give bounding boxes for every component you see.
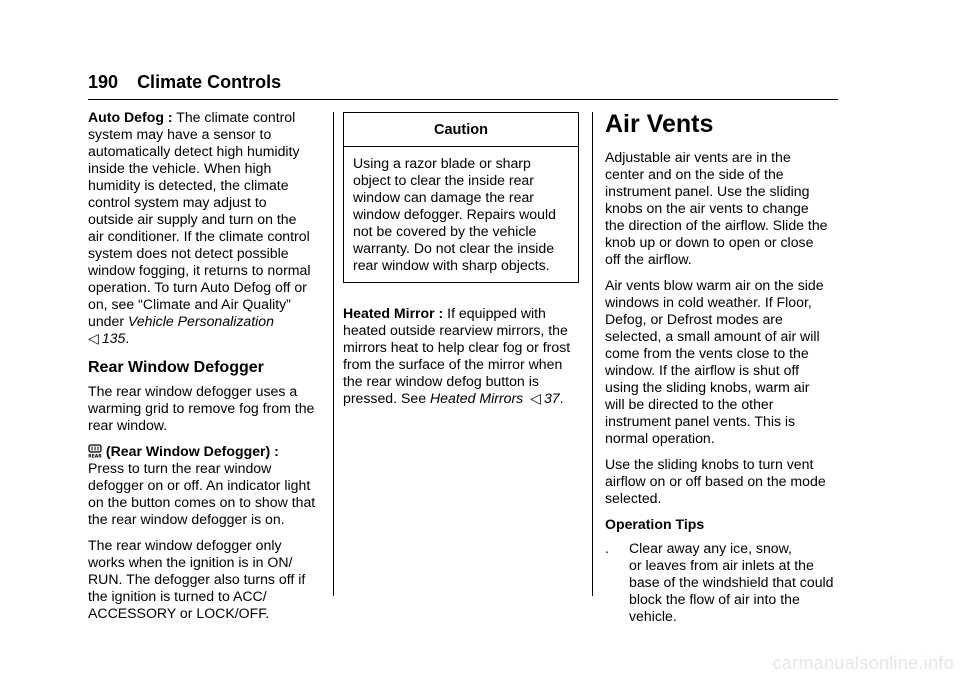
text-line: windows in cold weather. If Floor, (605, 294, 812, 310)
text-line: control system may adjust to (88, 194, 267, 210)
rear-window-defogger-heading: Rear Window Defogger (88, 359, 264, 376)
text-line: vehicle. (629, 608, 677, 624)
triangle-ref-icon: ◁ (88, 330, 99, 346)
text-line: window. If the airflow is shut off (605, 362, 800, 378)
page-ref-135[interactable]: 135 (101, 330, 126, 346)
text-line: object to clear the inside rear (353, 172, 534, 188)
text-line: Clear away any ice, snow, (629, 540, 792, 556)
air-vents-paragraph-2 (605, 277, 841, 447)
page-number: 190 (88, 72, 119, 92)
rear-intro-paragraph (88, 383, 326, 434)
text-line: pressed. See (343, 390, 427, 406)
text-line: normal operation. (605, 430, 715, 446)
text-line: system does not detect possible (88, 245, 289, 261)
text-line: will be directed to the other (605, 396, 774, 412)
watermark: carmanualsonline.info (772, 653, 954, 673)
text-line: The rear window defogger only (88, 537, 282, 553)
operation-tips-heading (605, 516, 841, 533)
page-header (88, 72, 281, 93)
text-line: come from the vents close to the (605, 345, 809, 361)
text-line: warranty. Do not clear the inside (353, 240, 555, 256)
text-line: instrument panel vents. This is (605, 413, 796, 429)
text-line: knob up or down to open or close (605, 234, 814, 250)
text-line: The rear window defogger uses a (88, 383, 298, 399)
air-vents-paragraph-1 (605, 149, 841, 268)
bullet-marker: . (605, 540, 609, 556)
text-line: inside the vehicle. When high (88, 160, 272, 176)
text-line: operation. To turn Auto Defog off or (88, 279, 307, 295)
text-line: window fogging, it returns to normal (88, 262, 311, 278)
air-vents-heading: Air Vents (605, 110, 714, 138)
text-line: on the button comes on to show that (88, 494, 316, 510)
text-line: the rear window defogger is on. (88, 511, 285, 527)
text-line: Use the sliding knobs to turn vent (605, 456, 814, 472)
text-line: base of the windshield that could (629, 574, 834, 590)
text-line: window defogger. Repairs would (353, 206, 556, 222)
page-ref-37[interactable]: 37 (543, 390, 560, 406)
text-line: airflow on or off based on the mode (605, 473, 826, 489)
text-line: window can damage the rear (353, 189, 534, 205)
text-line: RUN. The defogger also turns off if (88, 571, 306, 587)
text-line: heated outside rearview mirrors, the (343, 322, 568, 338)
auto-defog-paragraph: Auto Defog : The climate control system may have a sensor to automatically detect high humidity inside the vehicle. When high humidity is detected, the climate control system may adjust to outside air supply and turn on the air conditioner. If the climate control system does not detect possible window fogging, it returns to normal operation. To turn Auto Defog off or on, see “Climate and Air Quality” under Vehicle Personalization ◁ 135. (88, 109, 326, 347)
list-item (605, 540, 841, 625)
text-line: Adjustable air vents are in the (605, 149, 791, 165)
text-line: under (88, 313, 125, 329)
operation-tips-label: Operation Tips (605, 516, 705, 532)
column-middle (343, 112, 579, 416)
text-line: off the airflow. (605, 251, 692, 267)
text-line: on, see “Climate and Air Quality” (88, 296, 291, 312)
text-line: works when the ignition is in ON/ (88, 554, 293, 570)
text-line: the rear window defog button is (343, 373, 539, 389)
text-line: block the flow of air into the (629, 591, 800, 607)
column-divider-left (333, 112, 334, 596)
auto-defog-label: Auto Defog : (88, 109, 173, 125)
caution-body (344, 147, 578, 282)
text-line: If equipped with (447, 305, 546, 321)
text-line: rear window with sharp objects. (353, 257, 550, 273)
text-line: the direction of the airflow. Slide the (605, 217, 828, 233)
text-line: Using a razor blade or sharp (353, 155, 531, 171)
column-left (88, 109, 326, 631)
caution-box (343, 112, 579, 283)
column-right (605, 109, 841, 625)
text-line: or leaves from air inlets at the (629, 557, 814, 573)
text-line: Defog, or Defrost modes are (605, 311, 783, 327)
text-line: instrument panel. Use the sliding (605, 183, 810, 199)
rear-ignition-paragraph (88, 537, 326, 622)
text-line: The climate control (176, 109, 296, 125)
text-line: humidity is detected, the climate (88, 177, 289, 193)
triangle-ref-icon: ◁ (530, 390, 541, 406)
text-line: not be covered by the vehicle (353, 223, 537, 239)
rear-button-paragraph (88, 443, 326, 528)
text-line: Press to turn the rear window (88, 460, 272, 476)
text-line: rear window. (88, 417, 168, 433)
text-line: from the surface of the mirror when (343, 356, 563, 372)
text-line: system may have a sensor to (88, 126, 272, 142)
header-rule (88, 99, 838, 100)
text-line: center and on the side of the (605, 166, 784, 182)
text-line: air conditioner. If the climate control (88, 228, 310, 244)
air-vents-paragraph-3 (605, 456, 841, 507)
caution-title: Caution (344, 113, 578, 147)
text-line: using the sliding knobs, warm air (605, 379, 810, 395)
page-title: Climate Controls (137, 72, 282, 92)
heated-mirror-paragraph: Heated Mirror : If equipped with heated outside rearview mirrors, the mirrors heat to help clear fog or frost from the surface of the mirror when the rear window defog button is pressed. See Heated Mirrors ◁ 37. (343, 305, 579, 407)
heated-mirrors-link[interactable]: Heated Mirrors (429, 390, 524, 406)
vehicle-personalization-link[interactable]: Vehicle Personalization (127, 313, 274, 329)
rear-defog-icon (88, 444, 102, 458)
svg-text:REAR: REAR (88, 454, 102, 458)
text-line: ACCESSORY or LOCK/OFF. (88, 605, 270, 621)
text-line: the ignition is turned to ACC/ (88, 588, 267, 604)
text-line: outside air supply and turn on the (88, 211, 297, 227)
text-line: automatically detect high humidity (88, 143, 300, 159)
text-line: knobs on the air vents to change (605, 200, 809, 216)
heated-mirror-label: Heated Mirror : (343, 305, 444, 321)
column-divider-right (592, 112, 593, 596)
text-line: selected. (605, 490, 662, 506)
text-line: defogger on or off. An indicator light (88, 477, 311, 493)
text-line: warming grid to remove fog from the (88, 400, 315, 416)
text-line: Air vents blow warm air on the side (605, 277, 824, 293)
text-line: mirrors heat to help clear fog or frost (343, 339, 571, 355)
text-line: selected, a small amount of air will (605, 328, 820, 344)
rear-button-label: (Rear Window Defogger) : (105, 443, 279, 459)
